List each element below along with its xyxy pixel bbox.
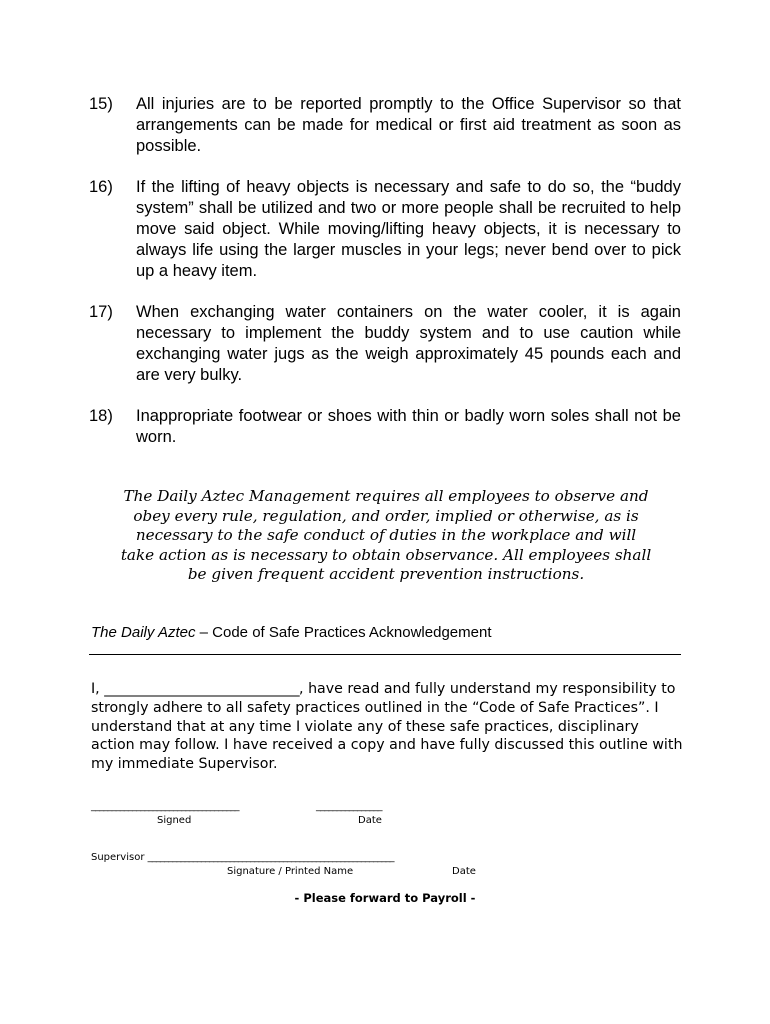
rule-item-18 (89, 406, 681, 448)
date-blank[interactable]: ________________ (316, 801, 382, 812)
rule-text: When exchanging water containers on the water cooler, it is again necessary to implement the buddy system and to use caution while exchanging water jugs as the weigh approximately 45 pounds each and are very bulky. (136, 303, 681, 384)
statement-line: take action as is necessary to obtain observance. All employees shall (120, 545, 652, 564)
rule-number: 18) (89, 407, 113, 425)
rule-text: All injuries are to be reported promptly to the Office Supervisor so that arrangements can be made for medical or first aid treatment as soon as possible. (136, 95, 681, 155)
date-label: Date (358, 815, 382, 826)
body-text: , have read and fully understand my responsibility to strongly adhere to all safety practices outlined in the “Code of Safe Practices”. I understand that at any time I violate any of these safe practices, disciplinary action may follow. I have received a copy and have fully discussed this outline with my immediate Supervisor. (91, 681, 683, 773)
rule-number: 17) (89, 303, 113, 321)
horizontal-divider (89, 654, 681, 655)
acknowledgement-title-text: – Code of Safe Practices Acknowledgement (195, 624, 492, 641)
supervisor-row (91, 852, 394, 864)
statement-line: necessary to the safe conduct of duties in the workplace and will (135, 526, 637, 545)
statement-line: The Daily Aztec Management requires all employees to observe and (123, 487, 649, 505)
signed-label: Signed (157, 815, 192, 826)
management-statement (86, 487, 686, 585)
employee-name-blank[interactable]: ______________________________ (104, 681, 300, 697)
acknowledgement-title (91, 624, 492, 641)
statement-line: obey every rule, regulation, and order, implied or otherwise, as is (133, 506, 639, 525)
supervisor-date-label: Date (452, 866, 476, 877)
signature-printed-name-label: Signature / Printed Name (227, 866, 354, 877)
forward-to-payroll-note: - Please forward to Payroll - (294, 891, 476, 905)
signed-blank[interactable]: ____________________________________ (91, 801, 239, 812)
rule-number: 16) (89, 178, 113, 196)
rule-text: If the lifting of heavy objects is necessary and safe to do so, the “buddy system” shall be utilized and two or more people shall be recruited to help move said object. While moving/lifting heavy objects, it is necessary to always life using the larger muscles in your legs; never bend over to pick up a heavy item. (136, 178, 681, 280)
supervisor-label: Supervisor (91, 852, 148, 863)
acknowledgement-body (91, 680, 683, 774)
rule-item-16 (89, 177, 681, 282)
rule-text: Inappropriate footwear or shoes with thin or badly worn soles shall not be worn. (136, 407, 681, 446)
supervisor-signature-blank[interactable]: ____________________________________________________________ (147, 852, 394, 863)
body-prefix: I, (91, 681, 105, 697)
statement-line: be given frequent accident prevention instructions. (187, 565, 585, 584)
rule-item-17 (89, 302, 681, 386)
rule-number: 15) (89, 95, 113, 113)
rule-item-15 (89, 94, 681, 157)
publication-name: The Daily Aztec (91, 624, 196, 641)
